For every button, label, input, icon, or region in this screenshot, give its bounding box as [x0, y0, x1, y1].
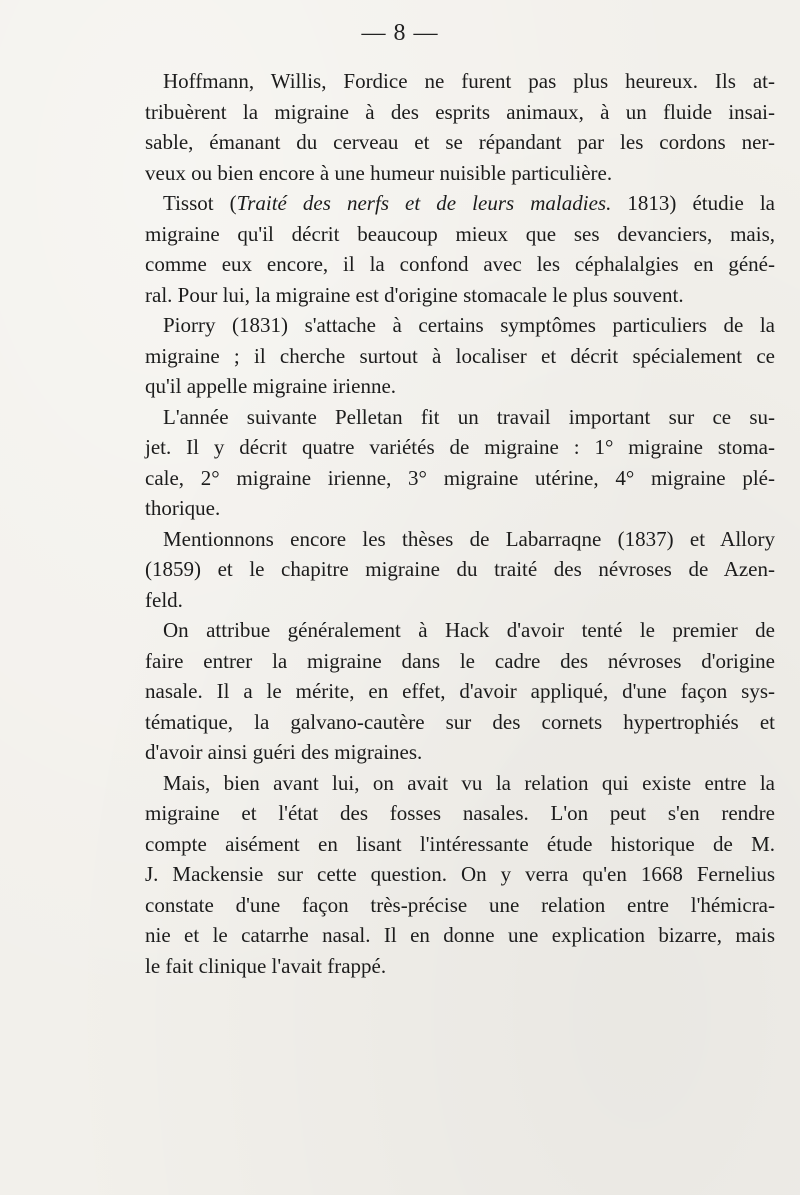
text-line: compte aisément en lisant l'intéressante étude historique de M. — [145, 831, 775, 856]
text-line: constate d'une façon très-précise une relation entre l'hémicra- — [145, 892, 775, 917]
text-line: On attribue généralement à Hack d'avoir tenté le premier de — [163, 618, 775, 642]
text-fragment: Tissot ( — [163, 191, 237, 215]
text-line: Piorry (1831) s'attache à certains symptômes particuliers de la — [163, 313, 775, 337]
text-line: J. Mackensie sur cette question. On y verra qu'en 1668 Fernelius — [145, 862, 775, 886]
text-line: Mais, bien avant lui, on avait vu la relation qui existe entre la — [163, 770, 775, 795]
text-line: Mentionnons encore les thèses de Labarraqne (1837) et Allory — [163, 526, 775, 551]
text-line: comme eux encore, il la confond avec les céphalalgies en géné- — [145, 252, 775, 276]
text-line: tématique, la galvano-cautère sur des cornets hypertrophiés et — [145, 709, 775, 734]
text-line: d'avoir ainsi guéri des migraines. — [145, 740, 423, 764]
paragraph-5 — [145, 524, 775, 616]
text-line — [145, 188, 775, 219]
text-line: tribuèrent la migraine à des esprits animaux, à un fluide insai- — [145, 99, 775, 124]
paragraph-7 — [145, 768, 775, 982]
text-line: veux ou bien encore à une humeur nuisible particulière. — [145, 160, 613, 185]
text-line: qu'il appelle migraine irienne. — [145, 374, 397, 398]
paragraph-6 — [145, 615, 775, 768]
paragraph-2 — [145, 188, 775, 310]
text-line: Hoffmann, Willis, Fordice ne furent pas plus heureux. Ils at- — [163, 69, 775, 93]
paragraph-1 — [145, 66, 775, 188]
text-line: migraine ; il cherche surtout à localiser et décrit spécialement ce — [145, 343, 775, 368]
book-title: Traité des nerfs et de leurs maladies. — [236, 191, 612, 215]
text-line: jet. Il y décrit quatre variétés de migraine : 1° migraine stoma- — [145, 435, 775, 459]
text-line: sable, émanant du cerveau et se répandant par les cordons ner- — [145, 130, 775, 154]
text-line: feld. — [145, 587, 183, 612]
text-line: nie et le catarrhe nasal. Il en donne une explication bizarre, mais — [145, 923, 775, 947]
text-line: thorique. — [145, 496, 221, 520]
text-line: le fait clinique l'avait frappé. — [145, 953, 387, 978]
text-fragment: 1813) étudie la — [611, 191, 775, 215]
text-line: cale, 2° migraine irienne, 3° migraine utérine, 4° migraine plé- — [145, 465, 775, 490]
paragraph-3 — [145, 310, 775, 402]
text-line: faire entrer la migraine dans le cadre des névroses d'origine — [145, 648, 775, 673]
text-line: nasale. Il a le mérite, en effet, d'avoir appliqué, d'une façon sys- — [145, 679, 775, 703]
body-text — [145, 66, 775, 981]
text-line: L'année suivante Pelletan fit un travail important sur ce su- — [163, 404, 775, 429]
paragraph-4 — [145, 402, 775, 524]
page-number: — 8 — — [361, 20, 439, 46]
text-line: migraine qu'il décrit beaucoup mieux que ses devanciers, mais, — [145, 221, 775, 246]
text-line: (1859) et le chapitre migraine du traité des névroses de Azen- — [145, 557, 775, 581]
text-line: migraine et l'état des fosses nasales. L'on peut s'en rendre — [145, 801, 775, 825]
text-line: ral. Pour lui, la migraine est d'origine stomacale le plus souvent. — [145, 282, 684, 307]
